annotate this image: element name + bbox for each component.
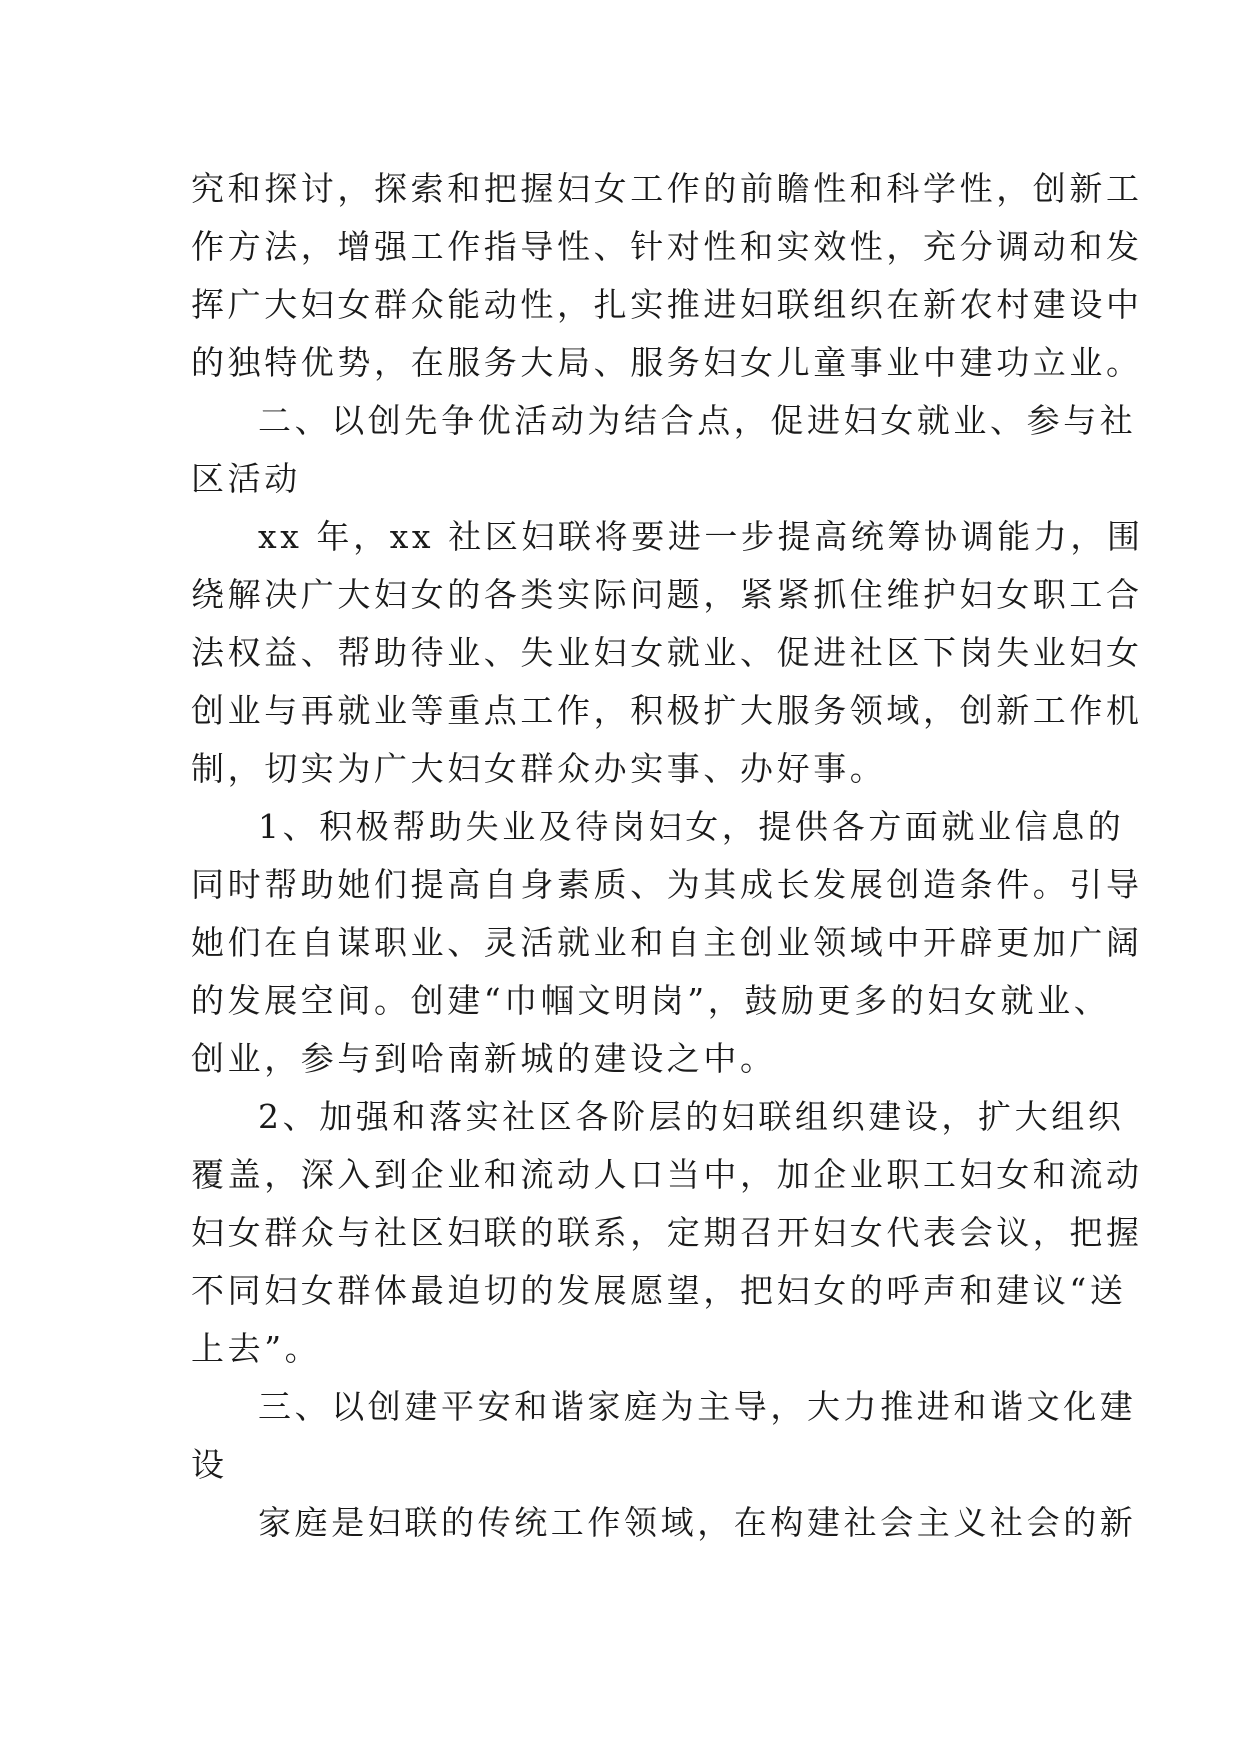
paragraph-start: 家庭是妇联的传统工作领域，在构建社会主义社会的新: [258, 1503, 1137, 1542]
paragraph-start: xx 年，xx 社区妇联将要进一步提高统筹协调能力，围: [258, 517, 1144, 556]
text-line: 创业与再就业等重点工作，积极扩大服务领域，创新工作机: [191, 691, 1143, 730]
text-line: 的独特优势，在服务大局、服务妇女儿童事业中建功立业。: [191, 343, 1143, 382]
text-line: 她们在自谋职业、灵活就业和自主创业领域中开辟更加广阔: [191, 923, 1143, 962]
text-line: 绕解决广大妇女的各类实际问题，紧紧抓住维护妇女职工合: [191, 575, 1143, 614]
section-heading-2: 二、以创先争优活动为结合点，促进妇女就业、参与社: [258, 401, 1137, 440]
text-line: 制，切实为广大妇女群众办实事、办好事。: [191, 749, 887, 788]
section-heading-3: 三、以创建平安和谐家庭为主导，大力推进和谐文化建: [258, 1387, 1137, 1426]
body-text: [191, 160, 1144, 1552]
text-line: 挥广大妇女群众能动性，扎实推进妇联组织在新农村建设中: [191, 285, 1143, 324]
list-item-2: 2、加强和落实社区各阶层的妇联组织建设，扩大组织: [258, 1097, 1125, 1136]
text-line: 创业，参与到哈南新城的建设之中。: [191, 1039, 777, 1078]
text-line: 上去”。: [191, 1329, 322, 1368]
list-item-1: 1、积极帮助失业及待岗妇女，提供各方面就业信息的: [258, 807, 1125, 846]
text-line: 覆盖，深入到企业和流动人口当中，加企业职工妇女和流动: [191, 1155, 1143, 1194]
section-heading-2-cont: 区活动: [191, 459, 301, 498]
text-line: 的发展空间。创建“巾帼文明岗”，鼓励更多的妇女就业、: [191, 981, 1111, 1020]
section-heading-3-cont: 设: [191, 1445, 228, 1484]
text-line: 究和探讨，探索和把握妇女工作的前瞻性和科学性，创新工: [191, 169, 1143, 208]
text-line: 法权益、帮助待业、失业妇女就业、促进社区下岗失业妇女: [191, 633, 1143, 672]
text-line: 妇女群众与社区妇联的联系，定期召开妇女代表会议，把握: [191, 1213, 1143, 1252]
text-line: 不同妇女群体最迫切的发展愿望，把妇女的呼声和建议“送: [191, 1271, 1127, 1310]
text-line: 作方法，增强工作指导性、针对性和实效性，充分调动和发: [191, 227, 1143, 266]
text-line: 同时帮助她们提高自身素质、为其成长发展创造条件。引导: [191, 865, 1143, 904]
